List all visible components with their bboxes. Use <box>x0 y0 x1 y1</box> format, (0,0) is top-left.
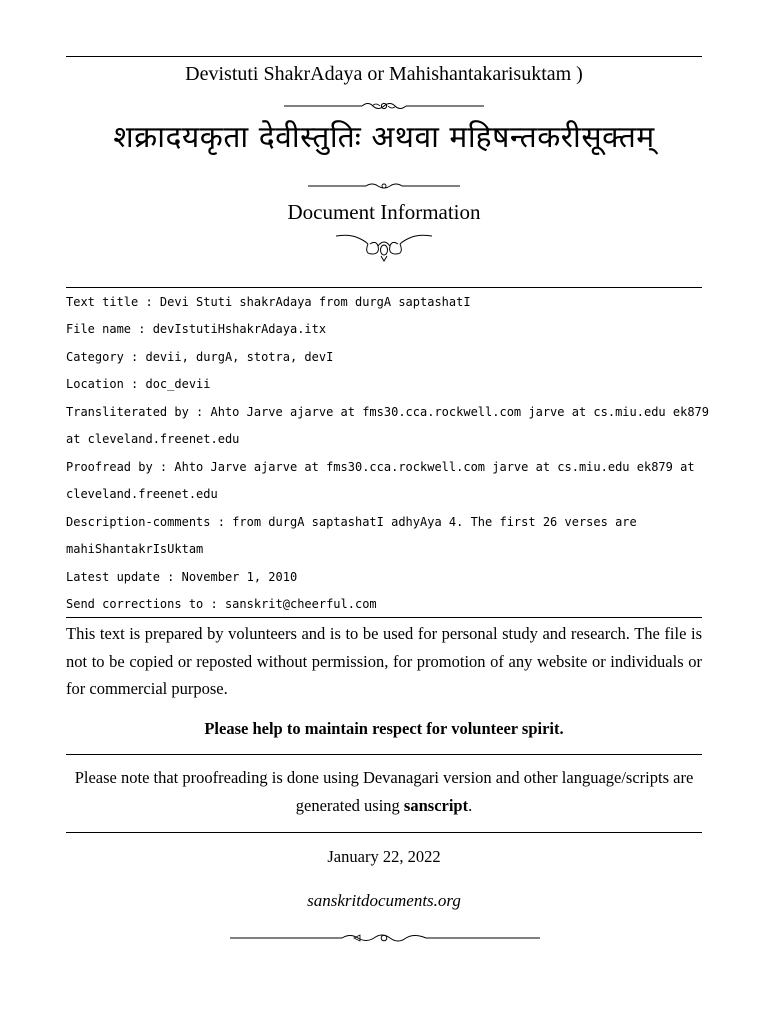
flourish-ornament <box>334 228 434 262</box>
top-rule <box>66 56 702 57</box>
proofreading-note <box>66 764 702 820</box>
sanscript-tool-name: sanscript <box>403 796 469 815</box>
latest-update-field: Latest update : November 1, 2010 <box>66 570 298 584</box>
proofreading-note-text: Please note that proofreading is done using Devanagari version and other language/scripts are generated using <box>74 768 694 815</box>
category-field: Category : devii, durgA, stotra, devI <box>66 350 334 364</box>
notice-separator-rule <box>66 754 702 755</box>
proofread-by-field: Proofread by : Ahto Jarve ajarve at fms30.cca.rockwell.com jarve at cs.miu.edu ek879 at <box>66 460 695 474</box>
metadata-bottom-rule <box>66 617 702 618</box>
location-field: Location : doc_devii <box>66 377 211 391</box>
file-name-field: File name : devIstutiHshakrAdaya.itx <box>66 322 327 336</box>
proofread-by-continuation: cleveland.freenet.edu <box>66 487 218 501</box>
site-name: sanskritdocuments.org <box>307 891 461 910</box>
proofreading-note-period: . <box>468 796 473 815</box>
footer-top-rule <box>66 832 702 833</box>
publication-date: January 22, 2022 <box>327 847 441 866</box>
small-ornament-divider <box>308 180 460 192</box>
title-ornament-divider <box>284 98 484 114</box>
english-title: Devistuti ShakrAdaya or Mahishantakarisuktam ) <box>185 63 583 85</box>
transliterated-by-field: Transliterated by : Ahto Jarve ajarve at fms30.cca.rockwell.com jarve at cs.miu.edu ek879 <box>66 405 709 419</box>
footer-ornament-divider <box>230 930 540 946</box>
usage-notice-paragraph: This text is prepared by volunteers and is to be used for personal study and research. The file is not to be copied or reposted without permission, for promotion of any website or individuals or for commercial purpose. <box>66 624 702 698</box>
metadata-top-rule <box>66 287 702 288</box>
sanskrit-title: शक्रादयकृता देवीस्तुतिः अथवा महिषन्तकरीसूक्तम् <box>113 120 655 155</box>
document-page <box>66 0 709 1024</box>
text-title-field: Text title : Devi Stuti shakrAdaya from durgA saptashatI <box>66 295 471 309</box>
document-information-heading: Document Information <box>287 200 481 224</box>
send-corrections-field: Send corrections to : sanskrit@cheerful.com <box>66 597 377 611</box>
volunteer-respect-line: Please help to maintain respect for volunteer spirit. <box>204 719 564 738</box>
description-field: Description-comments : from durgA saptashatI adhyAya 4. The first 26 verses are <box>66 515 637 529</box>
description-continuation: mahiShantakrIsUktam <box>66 542 204 556</box>
transliterated-by-continuation: at cleveland.freenet.edu <box>66 432 240 446</box>
